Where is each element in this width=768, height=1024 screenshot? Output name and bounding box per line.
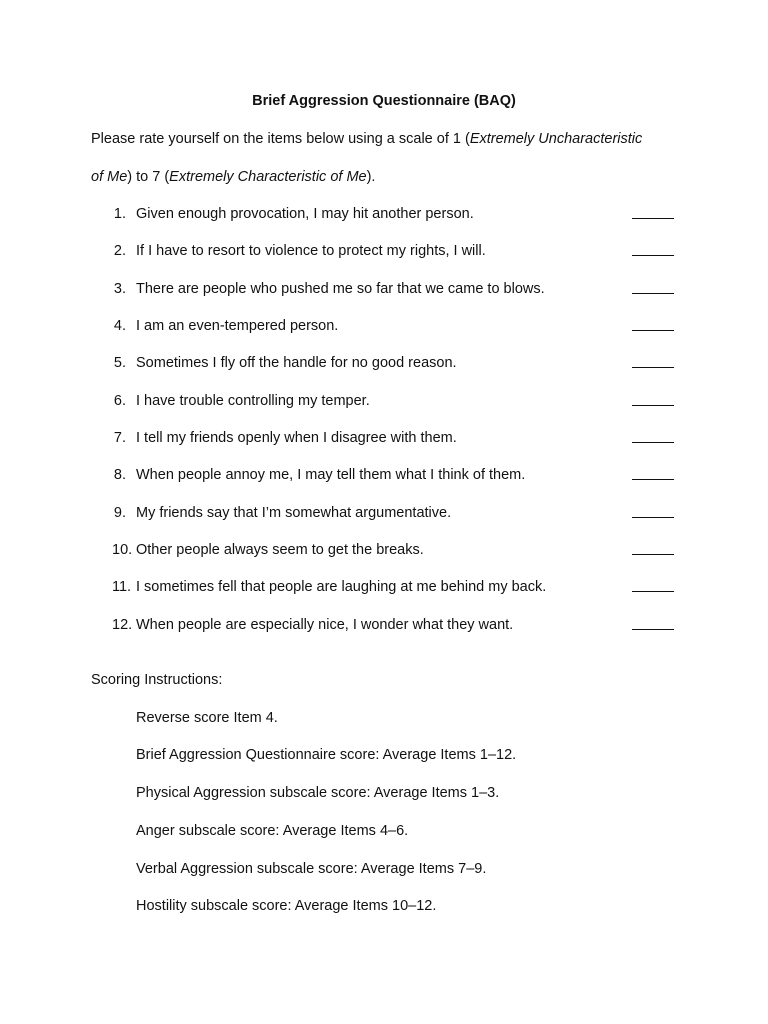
item-number: 6. <box>113 393 126 409</box>
answer-blank[interactable] <box>632 591 674 592</box>
item-number: 7. <box>113 430 126 446</box>
item-text: Other people always seem to get the breaks. <box>136 542 424 558</box>
item-text: There are people who pushed me so far that we came to blows. <box>136 281 545 297</box>
item-text: When people annoy me, I may tell them what I think of them. <box>136 467 526 483</box>
item-number: 11. <box>112 579 132 595</box>
question-item-9 <box>0 505 768 525</box>
question-item-5 <box>0 355 768 375</box>
item-text: I tell my friends openly when I disagree with them. <box>136 430 457 446</box>
answer-blank[interactable] <box>632 517 674 518</box>
item-text: Sometimes I fly off the handle for no good reason. <box>136 355 457 371</box>
answer-blank[interactable] <box>632 218 674 219</box>
item-number: 3. <box>113 281 126 297</box>
answer-blank[interactable] <box>632 405 674 406</box>
item-text: Given enough provocation, I may hit another person. <box>136 206 474 222</box>
scoring-instruction: Reverse score Item 4. <box>136 710 278 726</box>
item-text: I have trouble controlling my temper. <box>136 393 370 409</box>
question-item-1 <box>0 206 768 226</box>
item-text: I sometimes fell that people are laughing at me behind my back. <box>136 579 547 595</box>
intro-line-2 <box>91 169 375 185</box>
scoring-instruction: Hostility subscale score: Average Items 10–12. <box>136 898 437 914</box>
question-item-10 <box>0 542 768 562</box>
answer-blank[interactable] <box>632 554 674 555</box>
scoring-instruction: Brief Aggression Questionnaire score: Average Items 1–12. <box>136 747 517 763</box>
question-item-11 <box>0 579 768 599</box>
answer-blank[interactable] <box>632 629 674 630</box>
item-number: 12. <box>112 617 133 633</box>
intro-line-1 <box>91 131 642 147</box>
intro-scale-low-cont: of Me <box>91 169 128 185</box>
intro-scale-low: Extremely Uncharacteristic <box>469 131 643 147</box>
intro-scale-high: Extremely Characteristic of Me <box>169 169 367 185</box>
item-number: 2. <box>113 243 126 259</box>
scoring-heading: Scoring Instructions: <box>91 672 223 688</box>
scoring-instruction: Verbal Aggression subscale score: Average Items 7–9. <box>136 861 487 877</box>
answer-blank[interactable] <box>632 293 674 294</box>
question-item-3 <box>0 281 768 301</box>
item-number: 4. <box>113 318 126 334</box>
document-title: Brief Aggression Questionnaire (BAQ) <box>252 93 516 109</box>
intro-text: Please rate yourself on the items below using a scale of 1 ( <box>91 131 470 147</box>
question-item-2 <box>0 243 768 263</box>
item-number: 9. <box>113 505 126 521</box>
item-text: I am an even-tempered person. <box>136 318 339 334</box>
item-number: 8. <box>113 467 126 483</box>
question-item-7 <box>0 430 768 450</box>
answer-blank[interactable] <box>632 367 674 368</box>
question-item-4 <box>0 318 768 338</box>
answer-blank[interactable] <box>632 479 674 480</box>
item-text: If I have to resort to violence to protect my rights, I will. <box>136 243 486 259</box>
answer-blank[interactable] <box>632 442 674 443</box>
intro-text-mid: ) to 7 ( <box>127 169 170 185</box>
answer-blank[interactable] <box>632 255 674 256</box>
item-number: 5. <box>113 355 126 371</box>
scoring-instruction: Physical Aggression subscale score: Average Items 1–3. <box>136 785 500 801</box>
question-item-8 <box>0 467 768 487</box>
intro-text-end: ). <box>366 169 376 185</box>
item-number: 1. <box>113 206 126 222</box>
scoring-instruction: Anger subscale score: Average Items 4–6. <box>136 823 409 839</box>
question-item-6 <box>0 393 768 413</box>
item-text: My friends say that I’m somewhat argumentative. <box>136 505 452 521</box>
answer-blank[interactable] <box>632 330 674 331</box>
item-number: 10. <box>112 542 133 558</box>
question-item-12 <box>0 617 768 637</box>
item-text: When people are especially nice, I wonder what they want. <box>136 617 514 633</box>
